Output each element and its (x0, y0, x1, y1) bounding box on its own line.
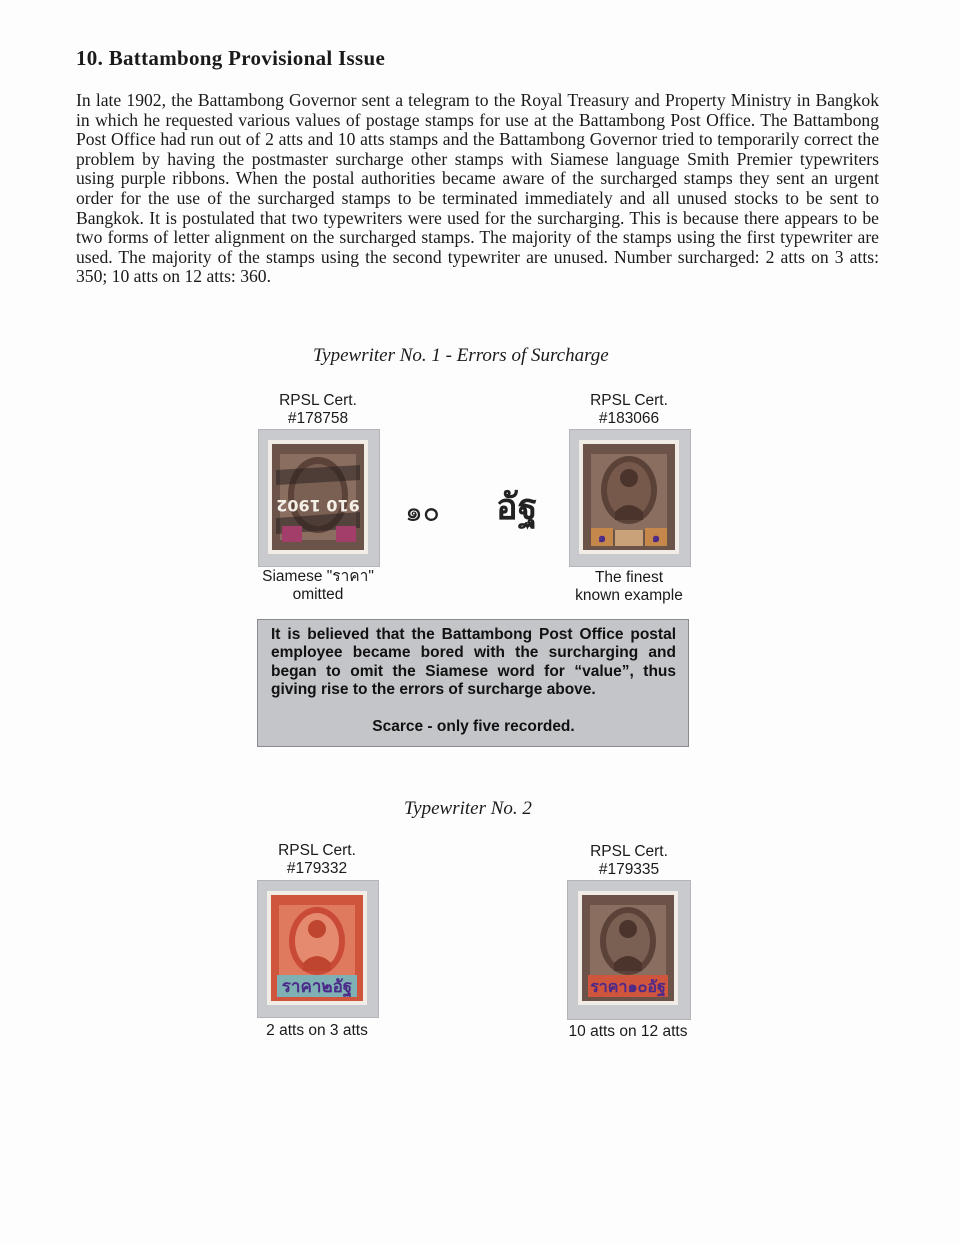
cert-number: #179332 (286, 860, 348, 877)
surcharge-numeral: ๑๐ (405, 495, 440, 528)
caption-line: omitted (292, 586, 344, 603)
stamp-image (268, 440, 368, 554)
caption-line: Siamese "ราคา" (262, 568, 374, 585)
svg-text:ราคา๑๐อัฐ: ราคา๑๐อัฐ (590, 977, 666, 996)
caption-right-2: 10 atts on 12 atts (568, 1023, 688, 1040)
stamp-brown-used (268, 440, 368, 554)
caption-right-1 (555, 569, 703, 605)
note-box (257, 619, 689, 747)
stamp-red-2-on-3 (267, 891, 367, 1005)
cert-line: RPSL Cert. (590, 392, 668, 409)
cert-number: #178758 (287, 410, 349, 427)
caption-left-2: 2 atts on 3 atts (266, 1022, 368, 1039)
cert-number: #183066 (598, 410, 660, 427)
cert-label-left-1 (258, 392, 378, 428)
cert-line: RPSL Cert. (590, 843, 668, 860)
section-heading-typewriter-1: Typewriter No. 1 - Errors of Surcharge (313, 345, 609, 366)
svg-text:๑: ๑ (597, 531, 607, 546)
stamp-brown-finest (579, 440, 679, 554)
stamp-image (267, 891, 367, 1005)
caption-line: known example (575, 587, 683, 604)
stamp-mount (257, 880, 379, 1018)
stamp-mount (569, 429, 691, 567)
section-heading-typewriter-2: Typewriter No. 2 (404, 798, 532, 819)
surcharge-word: อัฐ (496, 487, 538, 528)
svg-text:๑: ๑ (651, 531, 661, 546)
cert-label-left-2 (257, 842, 377, 878)
note-text: It is believed that the Battambong Post Office postal employee became bored with the surcharging and began to omit the Siamese word for “value”, thus giving rise to the errors of surcharge above. (271, 626, 676, 699)
cert-label-right-2 (569, 843, 689, 879)
stamp-mount (258, 429, 380, 567)
cert-line: RPSL Cert. (279, 392, 357, 409)
stamp-mount (567, 880, 691, 1020)
svg-text:ราคา๒อัฐ: ราคา๒อัฐ (281, 977, 353, 997)
stamp-brown-10-on-12 (578, 891, 678, 1005)
stamp-image (579, 440, 679, 554)
stamp-image (578, 891, 678, 1005)
body-paragraph: In late 1902, the Battambong Governor sent a telegram to the Royal Treasury and Property Ministry in Bangkok in which he requested various values of postage stamps for use at the Battambong Post Office. The Battambong Post Office had run out of 2 atts and 10 atts stamps and the Battambong Governor tried to temporarily correct the problem by having the postmaster surcharge other stamps with Siamese language Smith Premier typewriters using purple ribbons. When the postal authorities became aware of the surcharged stamps they sent an urgent order for the use of the surcharged stamps to be terminated immediately and all unused stocks to be sent to Bangkok. It is postulated that two typewriters were used for the surcharging. This is because there appears to be two forms of letter alignment on the surcharged stamps. The majority of the stamps using the first typewriter are used. The majority of the stamps using the second typewriter are unused. Number surcharged: 2 atts on 3 atts: 350; 10 atts on 12 atts: 360. (76, 90, 879, 287)
cert-line: RPSL Cert. (278, 842, 356, 859)
caption-line: The finest (594, 569, 664, 586)
caption-left-1 (250, 568, 386, 604)
cert-number: #179335 (598, 861, 660, 878)
svg-text:910 1902: 910 1902 (276, 496, 360, 515)
note-scarce: Scarce - only five recorded. (372, 717, 575, 735)
cert-label-right-1 (569, 392, 689, 428)
page-title: 10. Battambong Provisional Issue (76, 46, 386, 70)
